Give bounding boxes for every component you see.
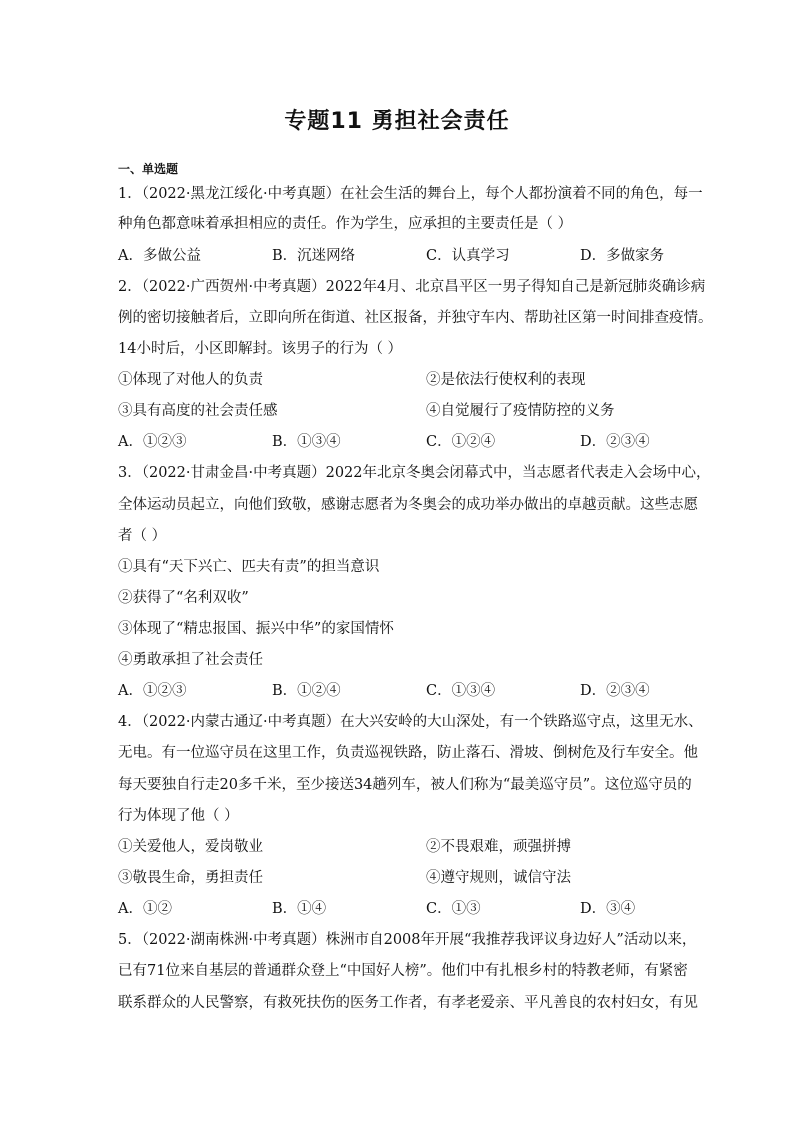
question-1-line-2: 种角色都意味着承担相应的责任。作为学生，应承担的主要责任是（ ） <box>118 216 573 232</box>
question-2-line-1: 2．（2022·广西贺州·中考真题）2022年4月、北京昌平区一男子得知自己是新冠肺炎确诊病 <box>118 279 706 295</box>
question-2-statement-4: ④自觉履行了疫情防控的义务 <box>426 403 615 419</box>
question-3-statement-4: ④勇敢承担了社会责任 <box>118 652 263 668</box>
question-1-option-a: A．多做公益 <box>118 248 201 264</box>
question-4-line-4: 行为体现了他（ ） <box>118 808 239 824</box>
question-4-statement-2: ②不畏艰难，顽强拼搏 <box>426 839 571 855</box>
question-4-statement-4: ④遵守规则，诚信守法 <box>426 870 571 886</box>
section-heading: 一、单选题 <box>118 162 179 176</box>
question-3-option-b: B．①②④ <box>272 683 341 699</box>
question-3-statement-3: ③体现了“精忠报国、振兴中华”的家国情怀 <box>118 621 394 637</box>
question-3-line-3: 者（ ） <box>118 528 167 544</box>
question-4-option-b: B．①④ <box>272 901 327 917</box>
question-1-option-d: D．多做家务 <box>580 248 665 264</box>
question-2-option-d: D．②③④ <box>580 434 650 450</box>
question-2-option-a: A．①②③ <box>118 434 187 450</box>
question-4-line-2: 无电。有一位巡守员在这里工作，负责巡视铁路，防止落石、滑坡、倒树危及行车安全。他 <box>118 745 698 761</box>
question-3-option-a: A．①②③ <box>118 683 187 699</box>
question-5-line-1: 5．（2022·湖南株洲·中考真题）株洲市自2008年开展“我推荐我评议身边好人”活动以来， <box>118 932 697 948</box>
question-1-option-c: C．认真学习 <box>426 248 510 264</box>
question-4-line-3: 每天要独自行走20多千米，至少接送34趟列车，被人们称为“最美巡守员”。这位巡守员的 <box>118 777 692 793</box>
question-2-statement-2: ②是依法行使权利的表现 <box>426 372 586 388</box>
question-4-statement-3: ③敬畏生命，勇担责任 <box>118 870 263 886</box>
question-3-option-d: D．②③④ <box>580 683 650 699</box>
question-4-option-a: A．①② <box>118 901 172 917</box>
question-1-option-b: B．沉迷网络 <box>272 248 356 264</box>
document-title: 专题11 勇担社会责任 <box>284 109 510 134</box>
question-3-line-2: 全体运动员起立，向他们致敬，感谢志愿者为冬奥会的成功举办做出的卓越贡献。这些志愿 <box>118 497 698 513</box>
question-3-statement-2: ②获得了“名利双收” <box>118 590 249 606</box>
question-2-option-c: C．①②④ <box>426 434 496 450</box>
question-5-line-3: 联系群众的人民警察，有救死扶伤的医务工作者，有孝老爱亲、平凡善良的农村妇女，有见 <box>118 995 698 1011</box>
question-4-line-1: 4．（2022·内蒙古通辽·中考真题）在大兴安岭的大山深处，有一个铁路巡守点，这里无水、 <box>118 714 703 730</box>
question-1-line-1: 1．（2022·黑龙江绥化·中考真题）在社会生活的舞台上，每个人都扮演着不同的角色，每一 <box>118 186 703 202</box>
question-3-option-c: C．①③④ <box>426 683 496 699</box>
question-3-line-1: 3．（2022·甘肃金昌·中考真题）2022年北京冬奥会闭幕式中，当志愿者代表走入会场中心， <box>118 465 711 481</box>
question-4-option-c: C．①③ <box>426 901 481 917</box>
question-4-statement-1: ①关爱他人，爱岗敬业 <box>118 839 263 855</box>
question-2-statement-3: ③具有高度的社会责任感 <box>118 403 278 419</box>
question-5-line-2: 已有71位来自基层的普通群众登上“中国好人榜”。他们中有扎根乡村的特教老师，有紧密 <box>118 963 688 979</box>
question-4-option-d: D．③④ <box>580 901 636 917</box>
question-2-line-2: 例的密切接触者后，立即向所在街道、社区报备，并独守车内、帮助社区第一时间排查疫情。 <box>118 310 713 326</box>
question-2-option-b: B．①③④ <box>272 434 341 450</box>
question-2-statement-1: ①体现了对他人的负责 <box>118 372 263 388</box>
question-3-statement-1: ①具有“天下兴亡、匹夫有责”的担当意识 <box>118 559 380 575</box>
question-2-line-3: 14小时后，小区即解封。该男子的行为（ ） <box>118 341 403 357</box>
